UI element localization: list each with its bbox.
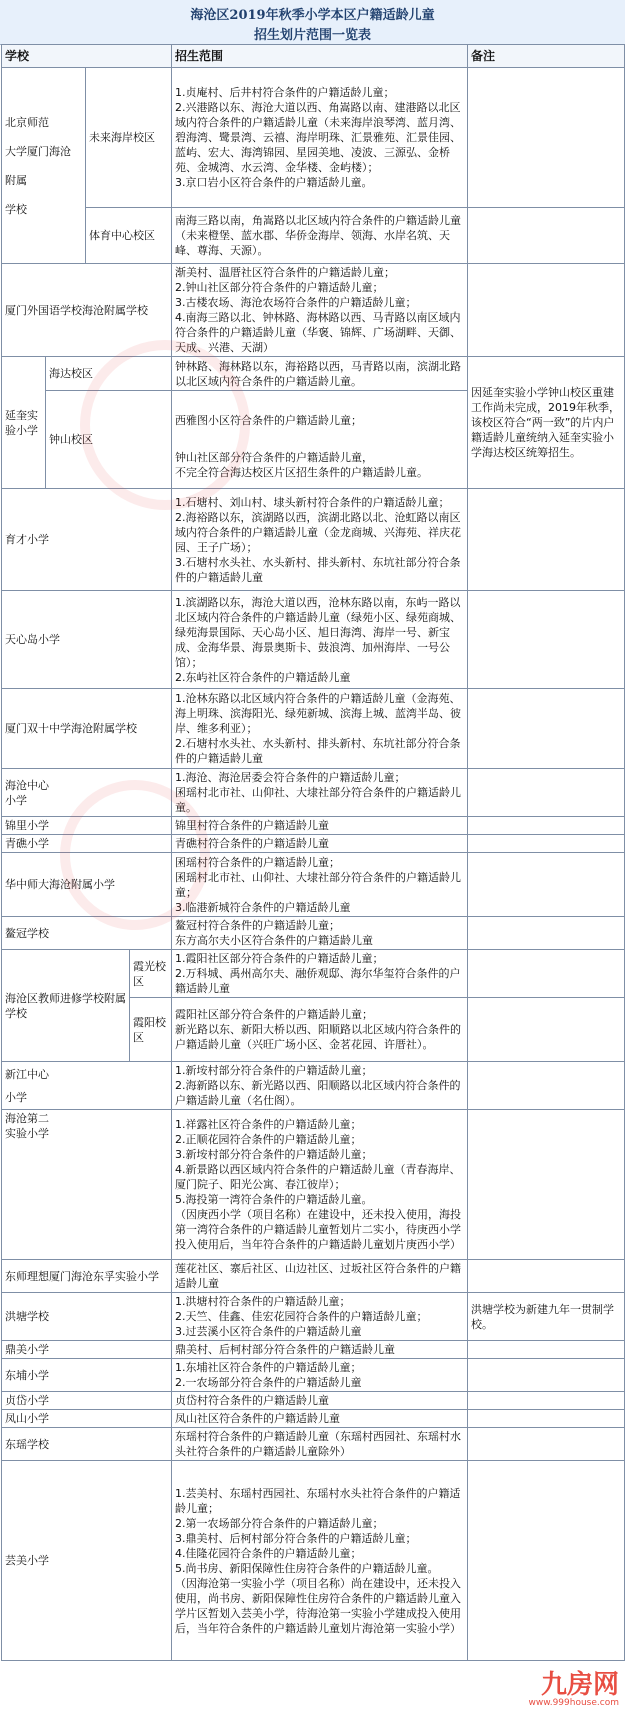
range-cell (172, 357, 468, 391)
school-name-part: 海沧中心 (5, 778, 49, 792)
range-line: 2.第一农场部分符合条件的户籍适龄儿童； (175, 1516, 384, 1530)
range-cell (172, 998, 468, 1062)
range-line: 3.古楼农场、海沧农场符合条件的户籍适龄儿童； (175, 296, 417, 309)
school-cell: 东瑶学校 (2, 1428, 172, 1461)
range-line: 3.新垵村部分符合条件的户籍适龄儿童； (175, 1148, 373, 1161)
watermark-brand: 九房网 (540, 1670, 619, 1700)
range-cell (172, 835, 468, 853)
range-line: 霞阳社区部分符合条件的户籍适龄儿童； (175, 1008, 374, 1021)
school-cell: 青礁小学 (2, 835, 172, 853)
range-line: 3.过芸溪小区符合条件的户籍适龄儿童 (175, 1325, 362, 1338)
school-cell: 洪塘学校 (2, 1293, 172, 1341)
range-line: 1.新垵村部分符合条件的户籍适龄儿童； (175, 1064, 373, 1077)
table-row (2, 591, 625, 689)
school-cell: 厦门外国语学校海沧附属学校 (2, 264, 172, 357)
range-line: 2.东屿社区符合条件的户籍适龄儿童 (175, 670, 351, 684)
table-row (2, 1341, 625, 1359)
note-cell (468, 853, 625, 917)
table-row (2, 917, 625, 950)
note-cell (468, 489, 625, 591)
note-cell (468, 208, 625, 264)
school-name-part: 附属 (5, 173, 27, 187)
campus-cell: 体育中心校区 (86, 208, 172, 264)
range-line: 2.万科城、禹州高尔夫、融侨观邸、海尔华玺符合条件的户籍适龄儿童 (175, 967, 461, 995)
range-line: 4.佳隆花园符合条件的户籍适龄儿童； (175, 1546, 362, 1560)
range-line: 囷瑶村北市社、山仰社、大埭社部分符合条件的户籍适龄儿童。 (175, 786, 462, 814)
range-line: 东方高尔夫小区符合条件的户籍适龄儿童 (175, 934, 374, 947)
range-cell (172, 817, 468, 835)
range-line: 贞岱村符合条件的户籍适龄儿童 (175, 1394, 330, 1407)
table-row (2, 689, 625, 769)
school-name-part: 新江中心 (5, 1067, 49, 1081)
range-cell (172, 1410, 468, 1428)
range-line: 囷瑶村符合条件的户籍适龄儿童； (175, 855, 341, 869)
range-line: 莲花社区、寨后社区、山边社区、过坂社区符合条件的户籍适龄儿童 (175, 1262, 462, 1290)
range-line: 1.芸美村、东瑶村西园社、东瑶村水头社符合条件的户籍适龄儿童； (175, 1486, 461, 1515)
range-line: 2.石塘村水头社、水头新村、排头新村、东坑社部分符合条件的户籍适龄儿童 (175, 737, 461, 765)
range-line: 鳌冠村符合条件的户籍适龄儿童； (175, 919, 341, 932)
table-row (2, 1260, 625, 1293)
range-line: 不完全符合海达校区片区招生条件的户籍适龄儿童。 (175, 466, 429, 479)
campus-cell: 钟山校区 (46, 391, 172, 489)
range-line: 2.兴港路以东、海沧大道以西、角嵩路以南、建港路以北区域内符合条件的户籍适龄儿童（未来海岸浪琴湾、蓝月湾、碧海湾、鹭景湾、云禧、海岸明珠、汇景雅苑、汇景佳园、蓝屿、宏大、海湾锦园、星园美地、凌波、三源弘、金桥苑、金城湾、水云湾、金华楼、金屿楼）； (175, 101, 462, 174)
school-cell: 鳌冠学校 (2, 917, 172, 950)
table-row (2, 1110, 625, 1260)
range-line: 1.滨湖路以东，海沧大道以西，沧林东路以南，东屿一路以北区域内符合条件的户籍适龄儿童（绿苑小区、绿苑商城、绿苑海景国际、天心岛小区、旭日海湾、海岸一号、新宝成、金海华景、海景奥斯卡、鼓浪湾、加州海岸、一号公馆）； (175, 595, 462, 669)
table-row (2, 817, 625, 835)
table-row (2, 489, 625, 591)
range-line: 2.海裕路以东，滨湖路以西，滨湖北路以北、沧虹路以南区域内符合条件的户籍适龄儿童（金龙商城、兴海苑、祥庆花园、王子广场）； (175, 510, 462, 554)
range-cell (172, 1392, 468, 1410)
note-cell (468, 1341, 625, 1359)
watermark-logo (528, 1672, 619, 1708)
range-cell (172, 264, 468, 357)
range-line: 1.海沧、海沧居委会符合条件的户籍适龄儿童； (175, 771, 406, 784)
school-cell: 东埔小学 (2, 1359, 172, 1392)
table-row (2, 1293, 625, 1341)
range-line: 钟山社区部分符合条件的户籍适龄儿童， (175, 451, 374, 464)
campus-cell: 霞阳校区 (130, 998, 172, 1062)
watermark-url: www.999house.com (528, 1698, 619, 1708)
range-cell (172, 1062, 468, 1110)
range-cell (172, 917, 468, 950)
note-cell (468, 835, 625, 853)
table-row (2, 357, 625, 391)
note-cell (468, 1359, 625, 1392)
note-cell: 洪塘学校为新建九年一贯制学校。 (468, 1293, 625, 1341)
header-row (2, 45, 625, 68)
note-cell (468, 950, 625, 998)
range-line: 青礁村符合条件的户籍适龄儿童 (175, 837, 330, 850)
range-line: 东瑶村符合条件的户籍适龄儿童（东瑶村西园社、东瑶村水头社符合条件的户籍适龄儿童除外） (175, 1430, 462, 1458)
range-line: 3.临港新城符合条件的户籍适龄儿童 (175, 900, 351, 914)
note-cell (468, 769, 625, 817)
range-cell (172, 1359, 468, 1392)
note-cell (468, 1392, 625, 1410)
note-cell (468, 917, 625, 950)
school-cell: 华中师大海沧附属小学 (2, 853, 172, 917)
range-line: 1.石塘村、刘山村、埭头新村符合条件的户籍适龄儿童； (175, 495, 450, 509)
school-cell: 贞岱小学 (2, 1392, 172, 1410)
school-cell: 芸美小学 (2, 1461, 172, 1661)
page-subtitle: 招生划片范围一览表 (253, 28, 371, 43)
campus-cell: 霞光校区 (130, 950, 172, 998)
table-row (2, 835, 625, 853)
range-line: 渐美村、温厝社区符合条件的户籍适龄儿童； (175, 266, 396, 279)
range-line: 钟林路、海林路以东，海裕路以西，马青路以南，滨湖北路以北区域内符合条件的户籍适龄儿童。 (175, 359, 462, 388)
header-note: 备注 (468, 45, 625, 68)
school-cell: 鼎美小学 (2, 1341, 172, 1359)
range-cell (172, 208, 468, 264)
range-line: 3.京口岩小区符合条件的户籍适龄儿童。 (175, 176, 373, 189)
note-cell (468, 1461, 625, 1661)
range-line: 锦里村符合条件的户籍适龄儿童 (175, 819, 330, 832)
note-cell (468, 68, 625, 208)
range-line: 1.霞阳社区部分符合条件的户籍适龄儿童； (175, 952, 384, 965)
range-line: 西雅图小区符合条件的户籍适龄儿童； (175, 414, 363, 427)
range-line: （因海沧第一实验小学（项目名称）尚在建设中，还未投入使用，尚书房、新阳保障性住房符合条件的户籍适龄儿童入学片区暂划入芸美小学，待海沧第一实验小学建成投入使用后，当年符合条件的户籍适龄儿童划片海沧第一实验小学） (175, 1576, 462, 1635)
table-row (2, 1461, 625, 1661)
range-cell (172, 853, 468, 917)
school-cell (2, 1110, 172, 1260)
school-cell: 厦门双十中学海沧附属学校 (2, 689, 172, 769)
note-cell (468, 591, 625, 689)
table-row (2, 853, 625, 917)
range-line: 2.正顺花园符合条件的户籍适龄儿童； (175, 1133, 362, 1146)
page-title: 海沧区2019年秋季小学本区户籍适龄儿童 (190, 8, 435, 23)
range-line: 1.洪塘村符合条件的户籍适龄儿童； (175, 1295, 351, 1308)
school-cell (2, 68, 86, 264)
school-name-part: 小学 (5, 1090, 27, 1104)
school-cell: 育才小学 (2, 489, 172, 591)
table-row (2, 68, 625, 208)
school-name-part: 实验小学 (5, 1127, 49, 1140)
note-cell (468, 1260, 625, 1293)
table-row (2, 1359, 625, 1392)
range-cell (172, 1428, 468, 1461)
range-line: 鼎美村、后柯村部分符合条件的户籍适龄儿童 (175, 1343, 396, 1356)
note-cell: 因延奎实验小学钟山校区重建工作尚未完成，2019年秋季，该校区符合“两一致”的片内户籍适龄儿童统纳入延奎实验小学海达校区统筹招生。 (468, 357, 625, 489)
table-row (2, 1428, 625, 1461)
range-line: 5.尚书房、新阳保障性住房符合条件的户籍适龄儿童。 (175, 1561, 439, 1575)
range-cell (172, 591, 468, 689)
range-line: 1.东埔社区符合条件的户籍适龄儿童； (175, 1361, 362, 1374)
note-cell (468, 817, 625, 835)
range-cell (172, 689, 468, 769)
note-cell (468, 264, 625, 357)
range-cell (172, 68, 468, 208)
school-cell: 延奎实验小学 (2, 357, 46, 489)
range-line: （因庚西小学（项目名称）在建设中，还未投入使用，海投第一湾符合条件的户籍适龄儿童暂划片二实小，待庚西小学投入使用后，当年符合条件的户籍适龄儿童划片庚西小学） (175, 1208, 462, 1251)
school-name-part: 北京师范 (5, 115, 49, 129)
school-cell: 海沧区教师进修学校附属学校 (2, 950, 130, 1062)
range-line: 凤山社区符合条件的户籍适龄儿童 (175, 1412, 341, 1425)
title-block (0, 0, 625, 45)
range-cell (172, 950, 468, 998)
note-cell (468, 1110, 625, 1260)
table-row (2, 1392, 625, 1410)
range-line: 南海三路以南，角嵩路以北区域内符合条件的户籍适龄儿童（未来橙堡、蓝水郡、华侨金海岸、领海、水岸名筑、天峰、尊海、天源）。 (175, 214, 462, 257)
school-cell: 东师理想厦门海沧东孚实验小学 (2, 1260, 172, 1293)
header-school: 学校 (2, 45, 172, 68)
range-line: 1.沧林东路以北区域内符合条件的户籍适龄儿童（金海苑、海上明珠、滨海阳光、绿苑新城、滨海上城、蓝湾半岛、彼岸、维多利亚）； (175, 692, 462, 735)
range-line: 5.海投第一湾符合条件的户籍适龄儿童。 (175, 1193, 373, 1206)
range-cell (172, 391, 468, 489)
admission-table (1, 44, 625, 1661)
range-line: 1.祥露社区符合条件的户籍适龄儿童； (175, 1118, 362, 1131)
table-row (2, 1062, 625, 1110)
range-line: 2.海新路以东、新光路以西、阳顺路以北区域内符合条件的户籍适龄儿童（名仕阁）。 (175, 1079, 461, 1107)
range-line: 2.天竺、佳鑫、佳宏花园符合条件的户籍适龄儿童； (175, 1310, 428, 1323)
note-cell (468, 1410, 625, 1428)
note-cell (468, 689, 625, 769)
range-line: 4.新景路以西区域内符合条件的户籍适龄儿童（青春海岸、厦门院子、阳光公寓、春江彼岸）； (175, 1163, 461, 1191)
school-cell: 锦里小学 (2, 817, 172, 835)
range-line: 3.鼎美村、后柯村部分符合条件的户籍适龄儿童； (175, 1531, 417, 1545)
school-cell (2, 769, 172, 817)
campus-cell: 海达校区 (46, 357, 172, 391)
range-cell (172, 1461, 468, 1661)
note-cell (468, 1062, 625, 1110)
range-line: 囷瑶村北市社、山仰社、大埭社部分符合条件的户籍适龄儿童； (175, 870, 462, 899)
range-cell (172, 1293, 468, 1341)
range-line: 2.钟山社区部分符合条件的户籍适龄儿童； (175, 281, 384, 294)
range-cell (172, 1110, 468, 1260)
range-cell (172, 1341, 468, 1359)
table-row (2, 264, 625, 357)
range-cell (172, 769, 468, 817)
school-name-part: 小学 (5, 793, 27, 807)
table-row (2, 1410, 625, 1428)
range-line: 新光路以东、新阳大桥以西、阳顺路以北区域内符合条件的户籍适龄儿童（兴旺广场小区、金茗花园、许厝社）。 (175, 1023, 462, 1051)
range-cell (172, 1260, 468, 1293)
table-row (2, 769, 625, 817)
school-name-part: 海沧第二 (5, 1112, 49, 1125)
range-line: 1.贞庵村、后井村符合条件的户籍适龄儿童； (175, 86, 395, 99)
range-line: 2.一农场部分符合条件的户籍适龄儿童 (175, 1376, 362, 1389)
note-cell (468, 1428, 625, 1461)
school-name-part: 大学厦门海沧 (5, 144, 71, 158)
range-line: 3.石塘村水头社、水头新村、排头新村、东坑社部分符合条件的户籍适龄儿童 (175, 555, 461, 584)
school-cell: 天心岛小学 (2, 591, 172, 689)
table-row (2, 950, 625, 998)
range-cell (172, 489, 468, 591)
note-cell (468, 998, 625, 1062)
school-cell: 凤山小学 (2, 1410, 172, 1428)
range-line: 4.南海三路以北、钟林路、海林路以西、马青路以南区域内符合条件的户籍适龄儿童（华褒、锦辉、广场湖畔、天御、天成、兴港、天湖） (175, 311, 462, 354)
table-row (2, 208, 625, 264)
header-range: 招生范围 (172, 45, 468, 68)
campus-cell: 未来海岸校区 (86, 68, 172, 208)
school-cell (2, 1062, 172, 1110)
school-name-part: 学校 (5, 202, 27, 216)
